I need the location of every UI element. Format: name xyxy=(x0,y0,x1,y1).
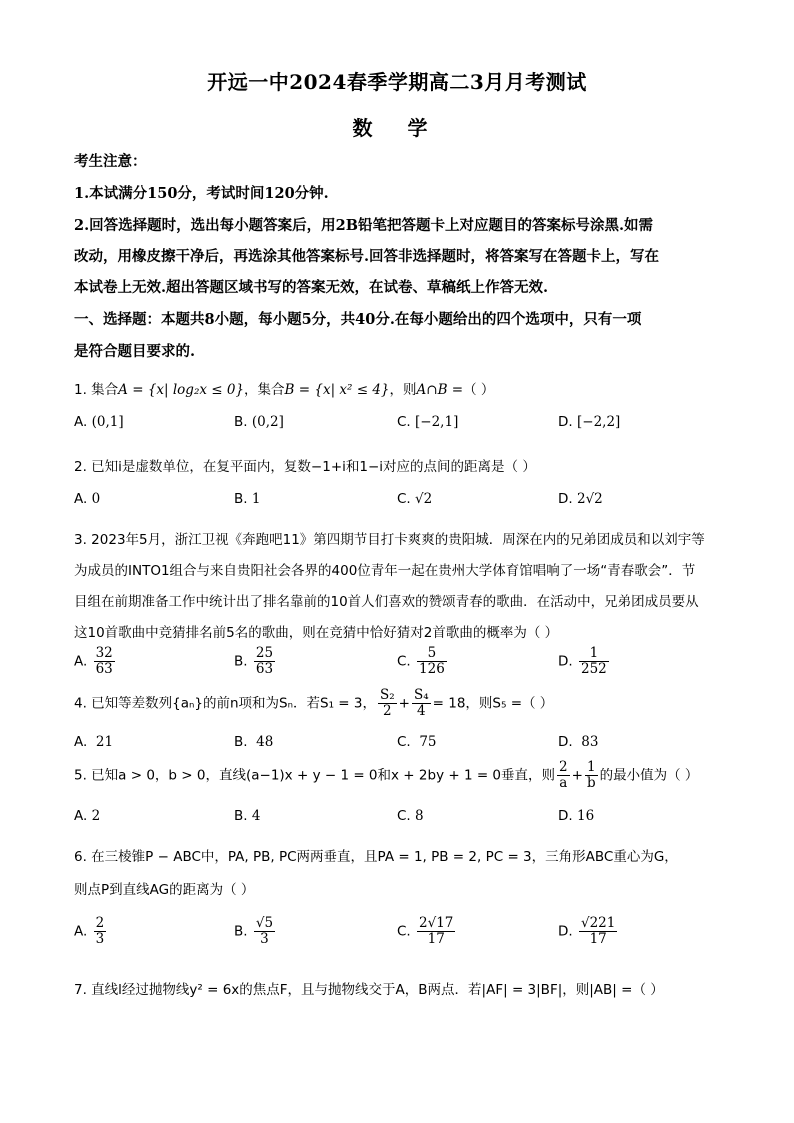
q2-option-b xyxy=(234,491,260,507)
q5-option-d xyxy=(558,808,594,824)
q6-option-d-fraction xyxy=(579,916,617,947)
q2-option-c-label: C. xyxy=(397,491,411,507)
q3-option-b-fraction xyxy=(254,646,275,677)
q4-f1-num: S₂ xyxy=(379,687,395,703)
q6-option-b-label: B. xyxy=(234,923,248,940)
question-3-line-2: 为成员的INTO1组合与来自贵阳社会各界的400位青年一起在贵州大学体育馆唱响了一场“青春歌会”．节 xyxy=(74,563,696,579)
q5-option-c-label: C. xyxy=(397,808,411,824)
q6-option-a-den: 3 xyxy=(95,931,105,947)
q2-option-b-value: 1 xyxy=(251,491,261,507)
question-5 xyxy=(74,760,734,791)
q1-mid: ，集合 xyxy=(244,382,285,398)
q1-prefix: 1. 集合 xyxy=(74,382,119,398)
question-1 xyxy=(74,378,734,398)
q3-option-b-num: 25 xyxy=(255,645,274,661)
q6-option-a-label: A. xyxy=(74,923,88,940)
q1-option-d-value: [−2,2] xyxy=(576,414,621,430)
subject-title: 数 学 xyxy=(352,116,442,140)
q1-option-b xyxy=(234,414,284,430)
section-1-heading: 一、选择题：本题共8小题，每小题5分，共40分.在每小题给出的四个选项中，只有一项 xyxy=(74,311,642,328)
q5-option-a xyxy=(74,808,100,824)
q2-option-c-value: √2 xyxy=(415,491,433,507)
q1-option-c-label: C. xyxy=(397,414,411,430)
section-1-heading-cont: 是符合题目要求的. xyxy=(74,343,196,360)
q6-option-a xyxy=(74,916,108,947)
q5-option-d-value: 16 xyxy=(576,808,595,824)
q6-option-a-num: 2 xyxy=(95,915,105,931)
q5-fraction-1 xyxy=(557,760,570,791)
notice-item-2-line-3: 本试卷上无效.超出答题区域书写的答案无效，在试卷、草稿纸上作答无效. xyxy=(74,279,549,296)
notice-item-2-line-1: 2.回答选择题时，选出每小题答案后，用2B铅笔把答题卡上对应题目的答案标号涂黑.如需 xyxy=(74,217,654,234)
q6-option-c-label: C. xyxy=(397,923,411,940)
q1-option-d-label: D. xyxy=(558,414,573,430)
q1-blank: （ ） xyxy=(463,382,495,398)
q5-option-a-value: 2 xyxy=(91,808,101,824)
q4-option-a-label: A. xyxy=(74,734,88,750)
q4-f1-den: 2 xyxy=(383,703,392,719)
q1-expr: A∩B = xyxy=(416,382,464,398)
q1-option-b-value: (0,2] xyxy=(251,414,284,430)
q6-option-c-den: 17 xyxy=(427,931,445,947)
q4-option-d-label: D. xyxy=(558,734,573,750)
q3-option-d-fraction xyxy=(579,646,609,677)
q1-tail: ，则 xyxy=(389,382,417,398)
q2-option-c xyxy=(397,491,432,507)
q5-f1-num: 2 xyxy=(559,759,568,775)
q5-option-d-label: D. xyxy=(558,808,573,824)
notice-heading: 考生注意： xyxy=(74,153,147,170)
q5-f2-num: 1 xyxy=(585,760,598,776)
q5-plus: + xyxy=(571,767,583,784)
q5-f1-den: a xyxy=(559,775,568,791)
q1-option-c-value: [−2,1] xyxy=(415,414,459,430)
question-2: 2. 已知i是虚数单位，在复平面内，复数−1+i和1−i对应的点间的距离是（ ） xyxy=(74,459,536,475)
q4-plus: + xyxy=(398,695,410,712)
q3-option-d-den: 252 xyxy=(580,661,607,677)
q6-option-b-num: √5 xyxy=(255,915,274,931)
q5-prefix: 5. 已知a > 0，b > 0，直线(a−1)x + y − 1 = 0和x + 2by + 1 = 0垂直，则 xyxy=(74,767,556,784)
q6-option-c xyxy=(397,916,457,947)
q6-option-a-fraction xyxy=(94,916,107,947)
q3-option-c-den: 126 xyxy=(419,661,445,677)
q6-option-b xyxy=(234,916,277,947)
question-3-line-3: 目组在前期准备工作中统计出了排名靠前的10首人们喜欢的赞颂青春的歌曲．在活动中，兄弟团成员要从 xyxy=(74,594,699,610)
q5-option-c xyxy=(397,808,424,824)
q4-option-d xyxy=(558,734,598,750)
q3-option-b xyxy=(234,646,277,677)
q4-f2-num: S₄ xyxy=(413,687,429,703)
q3-option-c-num: 5 xyxy=(417,646,447,662)
q2-option-d xyxy=(558,491,603,507)
q4-option-b-value: 48 xyxy=(256,734,274,750)
q3-option-d-label: D. xyxy=(558,653,573,670)
q4-option-a-value: 21 xyxy=(95,734,114,750)
q5-fraction-2 xyxy=(585,760,598,791)
exam-title: 开远一中2024春季学期高二3月月考测试 xyxy=(207,70,587,94)
q5-option-c-value: 8 xyxy=(415,808,424,824)
q3-option-c-label: C. xyxy=(397,653,411,670)
q6-option-d xyxy=(558,916,619,947)
question-7: 7. 直线l经过抛物线y² = 6x的焦点F，且与抛物线交于A，B两点．若|AF| = 3|BF|，则|AB| =（ ） xyxy=(74,982,664,998)
q4-option-b xyxy=(234,734,273,750)
q3-option-a-num: 32 xyxy=(95,645,113,661)
q3-option-a-fraction xyxy=(94,646,115,677)
q1-option-a xyxy=(74,414,124,430)
q3-option-a-label: A. xyxy=(74,653,88,670)
q6-option-c-fraction xyxy=(417,916,455,947)
q6-option-d-label: D. xyxy=(558,923,573,940)
q4-option-c-label: C. xyxy=(397,734,411,750)
question-6-line-2: 则点P到直线AG的距离为（ ） xyxy=(74,882,255,898)
q4-fraction-2 xyxy=(412,688,431,719)
q4-option-d-value: 83 xyxy=(581,734,599,750)
q5-option-b-label: B. xyxy=(234,808,248,824)
q6-option-b-den: 3 xyxy=(260,931,269,947)
q4-option-a xyxy=(74,734,113,750)
q1-option-b-label: B. xyxy=(234,414,248,430)
q2-option-d-label: D. xyxy=(558,491,573,507)
q3-option-b-den: 63 xyxy=(255,661,274,677)
q5-option-b xyxy=(234,808,260,824)
question-3-line-4: 这10首歌曲中竞猜排名前5名的歌曲，则在竞猜中恰好猜对2首歌曲的概率为（ ） xyxy=(74,625,559,641)
q1-set-a: A = {x| log₂x ≤ 0} xyxy=(118,382,245,398)
q4-option-c-value: 75 xyxy=(419,734,437,750)
q4-option-b-label: B. xyxy=(234,734,248,750)
q5-option-a-label: A. xyxy=(74,808,88,824)
q3-option-d xyxy=(558,646,611,677)
question-4 xyxy=(74,688,734,719)
q1-option-a-label: A. xyxy=(74,414,88,430)
q2-option-a-value: 0 xyxy=(91,491,101,507)
q1-option-d xyxy=(558,414,620,430)
q4-tail: = 18，则S₅ =（ ） xyxy=(432,695,554,712)
q6-option-c-num: 2√17 xyxy=(419,915,454,931)
q2-option-a-label: A. xyxy=(74,491,88,507)
q2-option-b-label: B. xyxy=(234,491,248,507)
question-6-line-1: 6. 在三棱锥P − ABC中，PA, PB, PC两两垂直，且PA = 1, PB = 2, PC = 3，三角形ABC重心为G， xyxy=(74,849,678,865)
notice-item-1: 1.本试满分150分，考试时间120分钟. xyxy=(74,185,329,202)
question-3-line-1: 3. 2023年5月，浙江卫视《奔跑吧11》第四期节目打卡爽爽的贵阳城．周深在内的兄弟团成员和以刘宇等 xyxy=(74,532,705,548)
q3-option-a-den: 63 xyxy=(95,661,113,677)
q2-option-d-value: 2√2 xyxy=(576,491,603,507)
q1-set-b: B = {x| x² ≤ 4} xyxy=(284,382,390,398)
q6-option-d-num: √221 xyxy=(580,915,616,931)
q4-option-c xyxy=(397,734,437,750)
q4-fraction-1 xyxy=(378,688,397,719)
q4-prefix: 4. 已知等差数列{aₙ}的前n项和为Sₙ．若S₁ = 3， xyxy=(74,695,376,712)
q3-option-c xyxy=(397,646,449,677)
q1-option-a-value: (0,1] xyxy=(91,414,124,430)
q3-option-a xyxy=(74,646,117,677)
q2-option-a xyxy=(74,491,100,507)
q3-option-d-num: 1 xyxy=(579,646,609,662)
q5-tail: 的最小值为（ ） xyxy=(599,767,699,784)
q5-option-b-value: 4 xyxy=(251,808,261,824)
q6-option-b-fraction xyxy=(254,916,275,947)
notice-item-2-line-2: 改动，用橡皮擦干净后，再选涂其他答案标号.回答非选择题时，将答案写在答题卡上，写在 xyxy=(74,248,660,265)
q3-option-c-fraction xyxy=(417,646,447,677)
q6-option-d-den: 17 xyxy=(589,931,607,947)
q3-option-b-label: B. xyxy=(234,653,248,670)
q5-f2-den: b xyxy=(586,775,596,791)
q4-f2-den: 4 xyxy=(417,703,426,719)
q1-option-c xyxy=(397,414,458,430)
